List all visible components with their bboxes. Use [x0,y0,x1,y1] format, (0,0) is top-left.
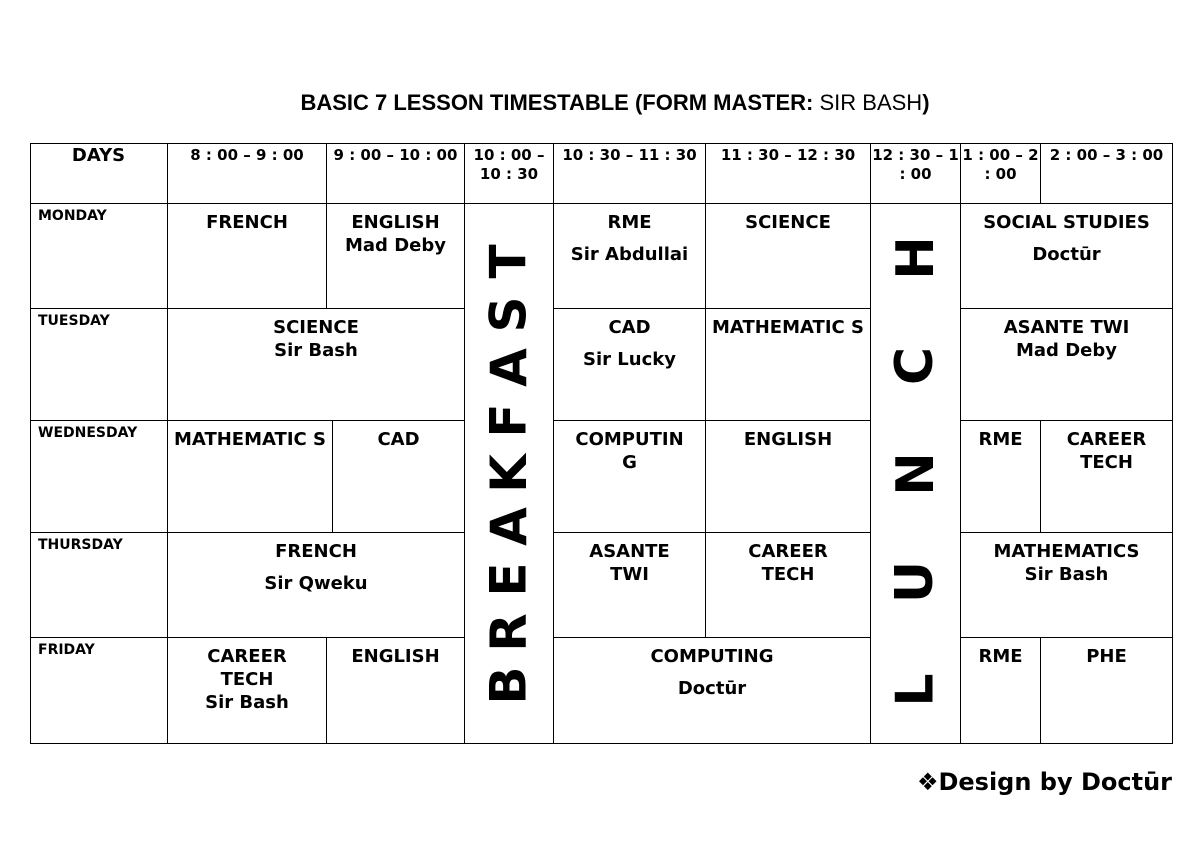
teacher: Mad Deby [345,235,446,256]
header-days: DAYS [30,143,168,204]
lunch-letter: N [885,451,946,496]
teacher: Doctūr [677,678,747,699]
lesson-cell [1041,638,1173,744]
breakfast-letter: R [479,613,538,652]
teacher: Sir Bash [205,692,289,713]
teacher: Sir Qweku [264,573,368,594]
title-close: ) [922,90,930,115]
subject: FRENCH [275,541,357,562]
breakfast-letter: T [479,244,538,279]
breakfast-letter: E [479,562,538,597]
lesson-cell [961,533,1173,638]
subject: CAREER TECH [207,646,287,690]
lunch-letter: L [885,672,946,707]
subject: COMPUTING [650,646,774,667]
lesson-cell [554,638,871,744]
subject: MATHEMATIC S [174,429,326,450]
lesson-cell [554,309,706,421]
day-monday: MONDAY [30,204,168,309]
subject: RME [978,429,1023,450]
subject: SCIENCE [745,212,831,233]
teacher: Sir Lucky [583,349,676,370]
breakfast-letter: B [479,666,538,705]
header-time-1: 8 : 00 – 9 : 00 [168,143,327,204]
teacher: Sir Abdullai [570,244,689,265]
breakfast-letter: K [479,454,538,493]
teacher: Sir Bash [1024,564,1109,585]
header-time-2: 9 : 00 – 10 : 00 [327,143,465,204]
subject: FRENCH [206,212,288,233]
diamond-icon: ❖ [916,768,939,796]
breakfast-letter: F [479,403,538,438]
lesson-cell [1041,421,1173,533]
subject: CAREER TECH [748,541,828,585]
footer-text: Design by Doctūr [938,768,1172,796]
lesson-cell [706,533,871,638]
subject: ASANTE TWI [589,541,670,585]
lesson-cell [333,421,465,533]
lesson-cell [706,421,871,533]
day-thursday: THURSDAY [30,533,168,638]
lesson-cell [168,421,333,533]
header-time-4: 10 : 30 – 11 : 30 [554,143,706,204]
subject: CAD [377,429,420,450]
subject: RME [978,646,1023,667]
header-time-5: 11 : 30 – 12 : 30 [706,143,871,204]
subject: PHE [1086,646,1127,667]
day-tuesday: TUESDAY [30,309,168,421]
lesson-cell [168,204,327,309]
day-friday: FRIDAY [30,638,168,744]
title-bold: BASIC 7 LESSON TIMESTABLE (FORM MASTER: [300,90,820,115]
lesson-cell [327,638,465,744]
lesson-cell [706,204,871,309]
subject: MATHEMATICS [993,541,1140,562]
lesson-cell [961,204,1173,309]
page-title [0,90,1200,116]
breakfast-letter: S [479,296,538,333]
teacher: Doctūr [1032,244,1101,265]
lunch-letter: C [885,346,946,385]
subject: ENGLISH [743,429,833,450]
breakfast-column [465,204,554,744]
teacher: Mad Deby [1016,340,1117,361]
footer-credit [917,768,1172,796]
lunch-letter: H [885,235,946,280]
subject: RME [607,212,652,233]
lunch-letter: U [885,560,946,603]
subject: SCIENCE [273,317,359,338]
timetable [30,143,1173,744]
header-time-6: 12 : 30 – 1 : 00 [871,143,961,204]
subject: ASANTE TWI [1003,317,1130,338]
subject: MATHEMATIC S [712,317,864,338]
lesson-cell [554,533,706,638]
lesson-cell [168,638,327,744]
subject: ENGLISH [351,212,440,233]
header-time-8: 2 : 00 – 3 : 00 [1041,143,1173,204]
subject: CAREER TECH [1066,429,1147,473]
lesson-cell [168,533,465,638]
breakfast-letter: A [479,507,538,546]
lesson-cell [961,421,1041,533]
header-time-3: 10 : 00 – 10 : 30 [465,143,554,204]
subject: CAD [608,317,651,338]
lesson-cell [168,309,465,421]
lesson-cell [554,421,706,533]
title-form-master: SIR BASH [819,90,923,115]
day-wednesday: WEDNESDAY [30,421,168,533]
lesson-cell [327,204,465,309]
subject: COMPUTIN G [575,429,684,473]
lesson-cell [961,638,1041,744]
subject: ENGLISH [351,646,440,667]
breakfast-letter: A [479,348,538,387]
lesson-cell [554,204,706,309]
teacher: Sir Bash [274,340,358,361]
lunch-column [871,204,961,744]
subject: SOCIAL STUDIES [983,212,1150,233]
header-time-7: 1 : 00 – 2 : 00 [961,143,1041,204]
lesson-cell [961,309,1173,421]
lesson-cell [706,309,871,421]
